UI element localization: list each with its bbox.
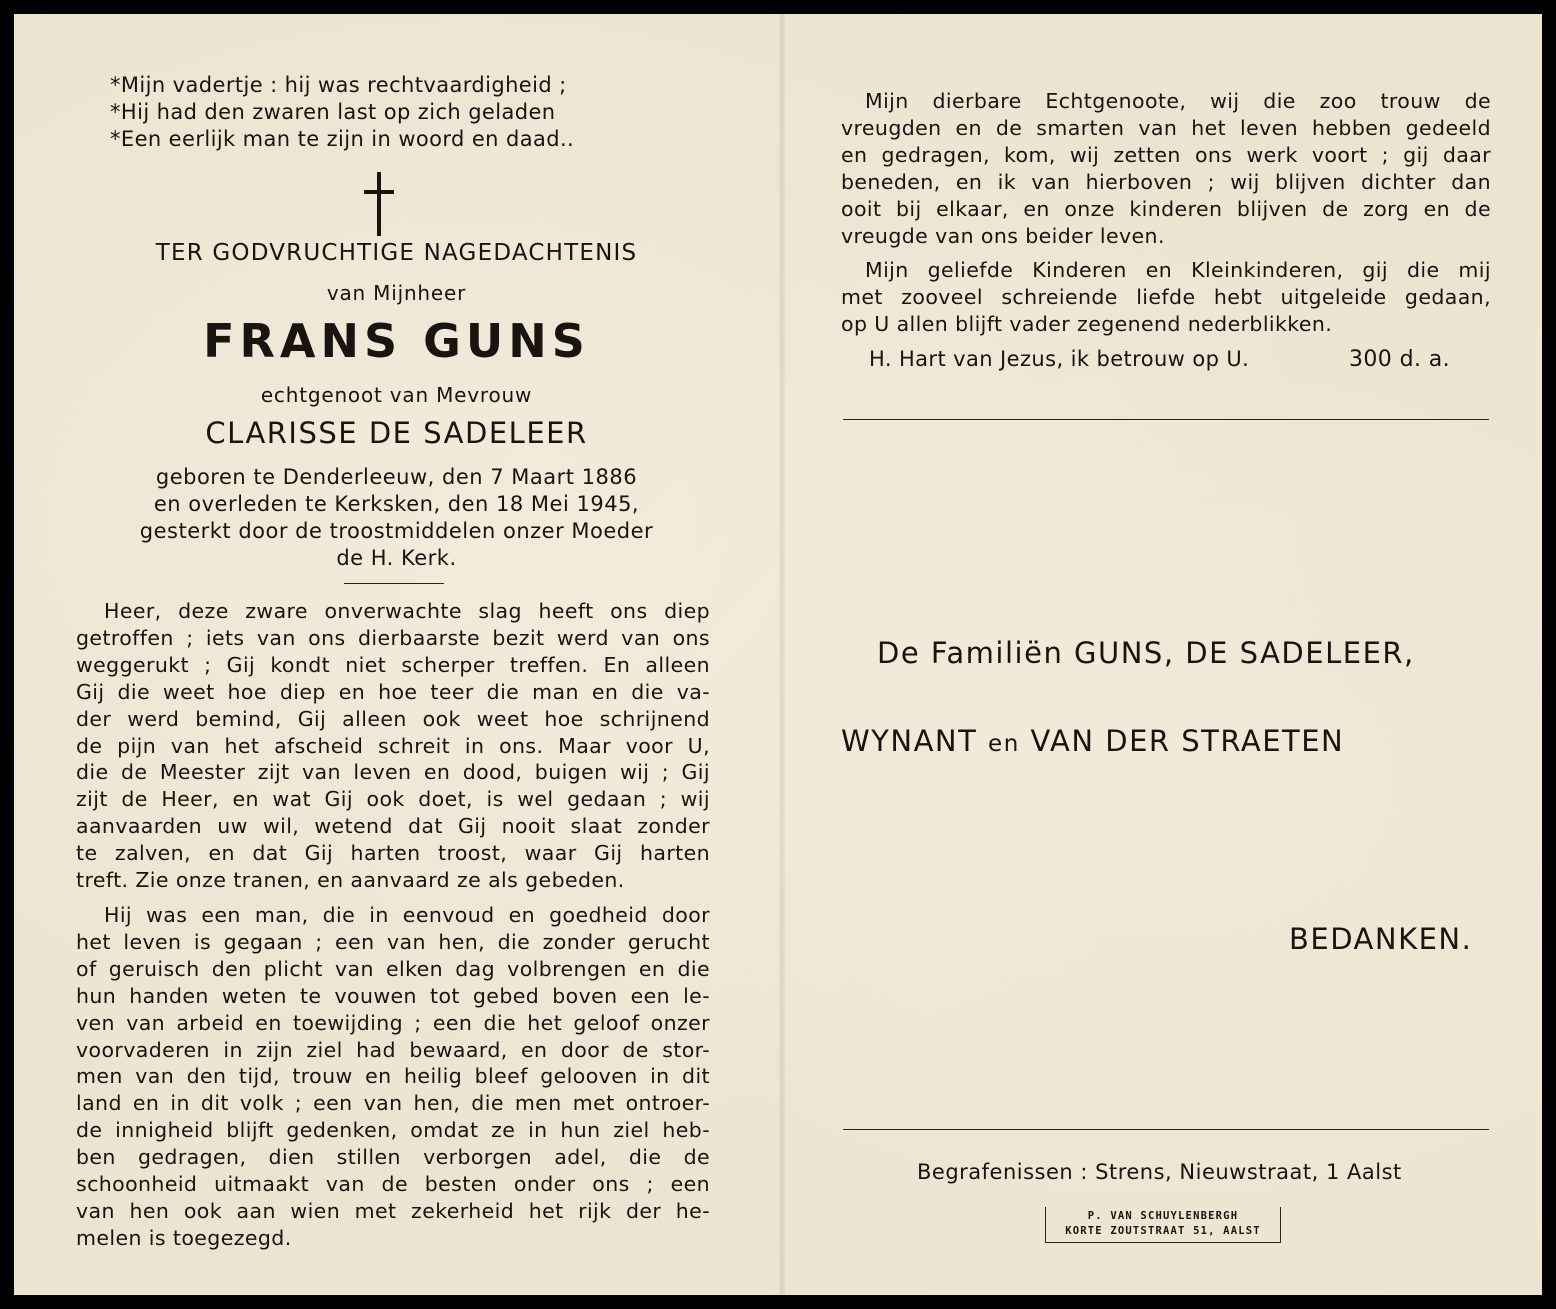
text-line: ooit bij elkaar, en onze kinderen blijven de zorg en de [841, 196, 1491, 221]
memorial-heading: TER GODVRUCHTIGE NAGEDACHTENIS [155, 240, 638, 266]
divider [843, 1129, 1489, 1130]
text-line: vreugden en de smarten van het leven hebben gedeeld [841, 115, 1491, 140]
right-panel [785, 14, 1542, 1295]
text-line: treft. Zie onze tranen, en aanvaard ze als gebeden. [76, 868, 625, 893]
divider [344, 583, 444, 584]
text-line: ven van arbeid en toewijding ; een die het geloof onzer [76, 1010, 710, 1035]
text-line: melen is toegezegd. [76, 1225, 292, 1250]
family-name: WYNANT [841, 724, 978, 758]
families-line-1: De Familiën GUNS, DE SADELEER, [877, 636, 1415, 670]
text-line: met zooveel schreiende liefde hebt uitgeleide gedaan, [841, 284, 1491, 309]
prayer-text: H. Hart van Jezus, ik betrouw op U. [869, 347, 1250, 371]
divider [843, 419, 1489, 420]
text-line: die de Meester zijt van leven en dood, buigen wij ; Gij [76, 760, 710, 785]
text-line: weggerukt ; Gij kondt niet scherper treffen. En alleen [76, 652, 710, 677]
printer-stamp [1045, 1207, 1281, 1243]
text-line: en gedragen, kom, wij zetten ons werk voort ; gij daar [841, 142, 1491, 167]
text-line: men van den tijd, trouw en heilig bleef gelooven in dit [76, 1064, 710, 1089]
text-line: de pijn van het afscheid schreit in ons. Maar voor U, [76, 733, 710, 758]
thanks: BEDANKEN. [1289, 922, 1473, 956]
bio-line: en overleden te Kerksken, den 18 Mei 1945, [153, 492, 640, 516]
undertaker: Begrafenissen : Strens, Nieuwstraat, 1 Aalst [917, 1160, 1402, 1184]
tribute-paragraph [76, 902, 710, 1252]
text-line: aanvaarden uw wil, wetend dat Gij nooit slaat zonder [76, 814, 710, 839]
stamp-line: P. VAN SCHUYLENBERGH [1087, 1210, 1239, 1222]
text-line: Gij die weet hoe diep en hoe teer die man en die va- [76, 679, 710, 704]
cross-icon [364, 172, 394, 236]
text-line: van hen ook aan wien met zekerheid het rijk der he- [76, 1198, 710, 1223]
stamp-line: KORTE ZOUTSTRAAT 51, AALST [1065, 1225, 1261, 1237]
text-line: ben gedragen, dien stillen verborgen adel, die de [76, 1145, 710, 1170]
left-panel [14, 14, 779, 1295]
prayer-paragraph [76, 598, 710, 894]
text-line: Mijn dierbare Echtgenoote, wij die zoo trouw de [865, 89, 1491, 113]
family-name: VAN DER STRAETEN [1030, 724, 1345, 758]
text-line: het leven is gegaan ; een van hen, die zonder gerucht [76, 929, 710, 954]
spouse-paragraph [841, 88, 1491, 249]
text-line: hun handen weten te vouwen tot gebed boven een le- [76, 983, 710, 1008]
opening-quote [110, 72, 670, 153]
text-line: op U allen blijft vader zegenend nederblikken. [841, 311, 1333, 336]
quote-line: *Hij had den zwaren last op zich geladen [110, 100, 556, 124]
van-mijnheer: van Mijnheer [326, 281, 467, 305]
deceased-name: FRANS GUNS [203, 314, 590, 368]
biography [14, 464, 779, 572]
children-paragraph [841, 257, 1491, 338]
prayer-line [869, 347, 1489, 371]
text-line: Heer, deze zware onverwachte slag heeft ons diep [104, 599, 710, 623]
text-line: schoonheid uitmaakt van de besten onder ons ; een [76, 1172, 710, 1197]
text-line: voorvaderen in zijn ziel had bewaard, en door de stor- [76, 1037, 710, 1062]
spouse-intro: echtgenoot van Mevrouw [260, 383, 533, 407]
text-line: Mijn geliefde Kinderen en Kleinkinderen, gij die mij [865, 258, 1491, 282]
bio-line: gesterkt door de troostmiddelen onzer Moeder [139, 519, 654, 543]
quote-line: *Een eerlijk man te zijn in woord en daad.. [110, 127, 575, 151]
quote-line: *Mijn vadertje : hij was rechtvaardigheid ; [110, 73, 567, 97]
text-line: beneden, en ik van hierboven ; wij blijven dichter dan [841, 169, 1491, 194]
text-line: land en in dit volk ; een van hen, die men met ontroer- [76, 1091, 710, 1116]
text-line: te zalven, en dat Gij harten troost, waar Gij harten [76, 841, 710, 866]
bio-line: geboren te Denderleeuw, den 7 Maart 1886 [155, 465, 638, 489]
text-line: vreugde van ons beider leven. [841, 223, 1165, 248]
conjunction: en [988, 731, 1020, 757]
text-line: getroffen ; iets van ons dierbaarste bezit werd van ons [76, 625, 710, 650]
families-line-2 [841, 724, 1344, 758]
bio-line: de H. Kerk. [336, 546, 457, 570]
text-line: de innigheid blijft gedenken, omdat ze in hun ziel heb- [76, 1118, 710, 1143]
indulgence-days: 300 d. a. [1349, 347, 1451, 372]
text-line: der werd bemind, Gij alleen ook weet hoe schrijnend [76, 706, 710, 731]
spouse-name: CLARISSE DE SADELEER [205, 416, 588, 450]
text-line: of geruisch den plicht van elken dag volbrengen en die [76, 956, 710, 981]
text-line: Hij was een man, die in eenvoud en goedheid door [104, 903, 710, 927]
memorial-card [14, 14, 1542, 1295]
text-line: zijt de Heer, en wat Gij ook doet, is wel gedaan ; wij [76, 787, 710, 812]
